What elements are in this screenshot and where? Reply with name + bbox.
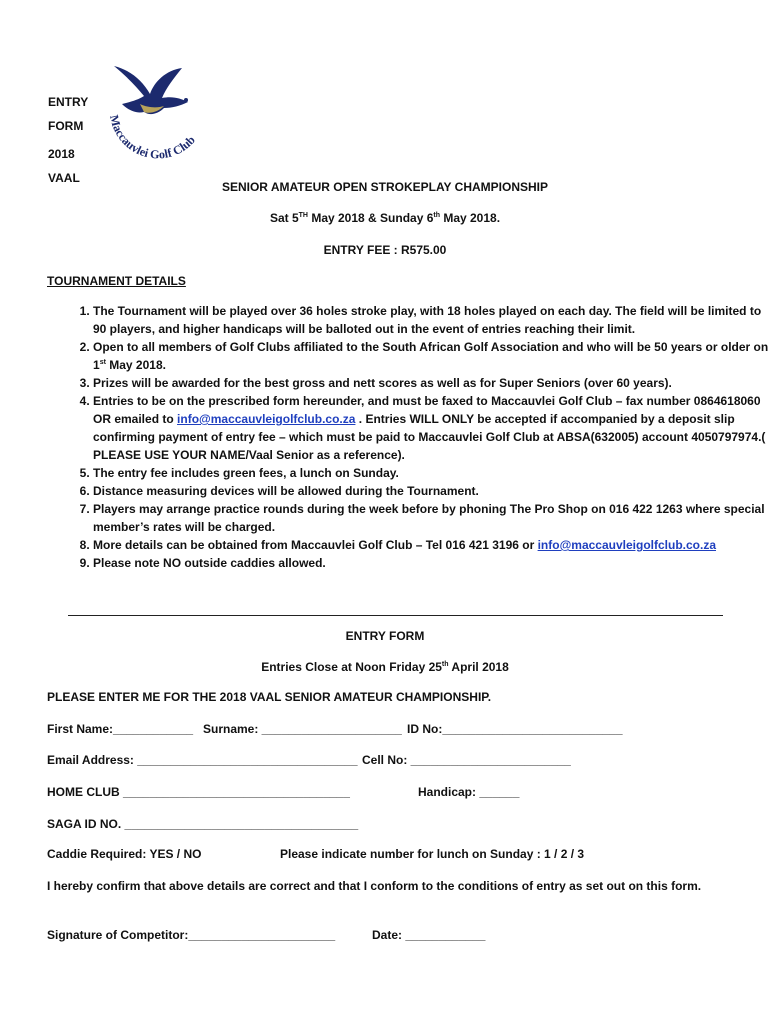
championship-title: SENIOR AMATEUR OPEN STROKEPLAY CHAMPIONSHIP	[221, 180, 549, 194]
list-item: 3. Prizes will be awarded for the best gross and nett scores as well as for Super Seniors (over 60 years).	[93, 374, 770, 392]
id-number-field[interactable]: ID No:___________________________	[407, 722, 623, 736]
saga-id-field[interactable]: SAGA ID NO. ___________________________________	[47, 817, 359, 831]
entry-fee: ENTRY FEE : R575.00	[323, 243, 447, 257]
list-item: 6. Distance measuring devices will be allowed during the Tournament.	[93, 482, 770, 500]
list-item: 7. Players may arrange practice rounds during the week before by phoning The Pro Shop on 016 422 1263 where special member’s rates will be charged.	[93, 500, 770, 536]
cell-number-field[interactable]: Cell No: ________________________	[362, 753, 571, 767]
lunch-count-field[interactable]: Please indicate number for lunch on Sunday : 1 / 2 / 3	[280, 847, 585, 861]
side-label-form: FORM	[48, 119, 84, 133]
list-item: 1. The Tournament will be played over 36 holes stroke play, with 18 holes played on each day. The field will be limited to 90 players, and higher handicaps will be balloted out in the event of entries reaching their limit.	[93, 302, 770, 338]
email-field[interactable]: Email Address: _________________________________	[47, 753, 358, 767]
logo-club-text: Maccauvlei Golf Club	[107, 113, 198, 162]
list-item: 8. More details can be obtained from Maccauvlei Golf Club – Tel 016 421 3196 or info@maccauvleigolfclub.co.za	[93, 536, 770, 554]
tournament-details-list	[47, 302, 770, 572]
side-label-year: 2018	[48, 147, 75, 161]
divider	[68, 615, 723, 616]
side-label-vaal: VAAL	[48, 171, 80, 185]
enter-statement: PLEASE ENTER ME FOR THE 2018 VAAL SENIOR AMATEUR CHAMPIONSHIP.	[47, 690, 492, 704]
first-name-field[interactable]: First Name:____________	[47, 722, 194, 736]
confirmation-statement: I hereby confirm that above details are correct and that I conform to the conditions of entry as set out on this form.	[47, 879, 702, 893]
email-link[interactable]: info@maccauvleigolfclub.co.za	[177, 412, 356, 426]
list-item: 5. The entry fee includes green fees, a lunch on Sunday.	[93, 464, 770, 482]
date-field[interactable]: Date: ____________	[372, 928, 486, 942]
list-item: 4. Entries to be on the prescribed form hereunder, and must be faxed to Maccauvlei Golf Club – fax number 0864618060 OR emailed to info@maccauvleigolfclub.co.za . Entries WILL ONLY be accepted if accompanied by a deposit slip confirming payment of entry fee – which must be paid to Maccauvlei Golf Club at ABSA(632005) account 4050797974.( PLEASE USE YOUR NAME/Vaal Senior as a reference).	[93, 392, 770, 464]
entries-close: Entries Close at Noon Friday 25th April 2018	[261, 660, 509, 674]
handicap-field[interactable]: Handicap: ______	[418, 785, 520, 799]
list-item: 9. Please note NO outside caddies allowed.	[93, 554, 770, 572]
tournament-details-heading: TOURNAMENT DETAILS	[47, 274, 186, 288]
caddie-required-field[interactable]: Caddie Required: YES / NO	[47, 847, 202, 861]
club-logo	[100, 52, 215, 177]
list-item: 2. Open to all members of Golf Clubs affiliated to the South African Golf Association and who will be 50 years or older on 1st May 2018.	[93, 338, 770, 374]
entry-form-title: ENTRY FORM	[345, 629, 425, 643]
signature-field[interactable]: Signature of Competitor:______________________	[47, 928, 336, 942]
email-link[interactable]: info@maccauvleigolfclub.co.za	[537, 538, 716, 552]
side-label-entry: ENTRY	[48, 95, 89, 109]
tournament-dates: Sat 5TH May 2018 & Sunday 6th May 2018.	[269, 211, 501, 225]
side-label	[48, 90, 88, 190]
home-club-field[interactable]: HOME CLUB __________________________________	[47, 785, 350, 799]
surname-field[interactable]: Surname: _____________________	[203, 722, 402, 736]
bird-icon	[114, 66, 188, 114]
